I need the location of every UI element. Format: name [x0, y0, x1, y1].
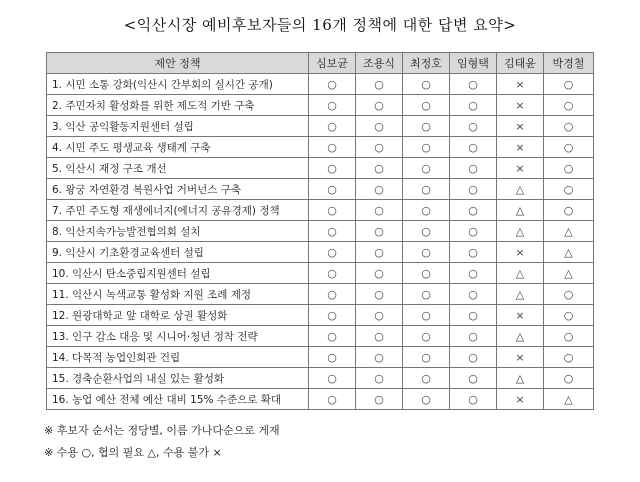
response-mark-cell: ○: [403, 347, 450, 368]
response-mark-cell: ○: [403, 179, 450, 200]
response-mark-cell: ○: [403, 368, 450, 389]
response-mark-cell: ○: [450, 95, 497, 116]
policy-cell: 1. 시민 소통 강화(익산시 간부회의 실시간 공개): [47, 74, 309, 95]
table-row: [47, 179, 594, 200]
table-row: [47, 95, 594, 116]
policy-cell: 11. 익산시 녹색교통 활성화 지원 조례 제정: [47, 284, 309, 305]
table-row: [47, 347, 594, 368]
policy-cell: 6. 왕궁 자연환경 복원사업 거버넌스 구축: [47, 179, 309, 200]
legend-note: ※ 수용 ○, 협의 필요 △, 수용 불가 ×: [44, 446, 222, 459]
response-mark-cell: ○: [544, 179, 594, 200]
policy-cell: 8. 익산지속가능발전협의회 설치: [47, 221, 309, 242]
response-mark-cell: ○: [544, 74, 594, 95]
response-mark-cell: △: [497, 221, 544, 242]
response-mark-cell: ○: [403, 305, 450, 326]
policy-cell: 13. 인구 감소 대응 및 시니어·청년 정착 전략: [47, 326, 309, 347]
document-title: <익산시장 예비후보자들의 16개 정책에 대한 답변 요약>: [123, 16, 517, 34]
policy-cell: 10. 익산시 탄소중립지원센터 설립: [47, 263, 309, 284]
response-mark-cell: ○: [403, 263, 450, 284]
response-mark-cell: ○: [356, 179, 403, 200]
response-mark-cell: ○: [544, 137, 594, 158]
response-mark-cell: ○: [544, 347, 594, 368]
response-mark-cell: ○: [450, 326, 497, 347]
policy-cell: 2. 주민자치 활성화를 위한 제도적 기반 구축: [47, 95, 309, 116]
response-mark-cell: ○: [403, 326, 450, 347]
response-mark-cell: ○: [403, 158, 450, 179]
response-mark-cell: ○: [450, 179, 497, 200]
response-mark-cell: ×: [497, 347, 544, 368]
response-mark-cell: ○: [356, 368, 403, 389]
table-row: [47, 200, 594, 221]
response-mark-cell: ○: [544, 284, 594, 305]
policy-response-table: [46, 52, 594, 410]
response-mark-cell: ○: [450, 263, 497, 284]
response-mark-cell: △: [497, 326, 544, 347]
response-mark-cell: ×: [497, 116, 544, 137]
response-mark-cell: ○: [450, 116, 497, 137]
response-mark-cell: ○: [309, 389, 356, 410]
policy-cell: 15. 경축순환사업의 내실 있는 활성화: [47, 368, 309, 389]
response-mark-cell: ○: [450, 200, 497, 221]
candidate-header: 임형택: [450, 53, 497, 74]
response-mark-cell: ○: [403, 74, 450, 95]
response-mark-cell: △: [497, 368, 544, 389]
response-mark-cell: ○: [403, 137, 450, 158]
response-mark-cell: ○: [403, 389, 450, 410]
response-mark-cell: ○: [544, 116, 594, 137]
response-mark-cell: ○: [450, 242, 497, 263]
table-row: [47, 74, 594, 95]
candidate-header: 박경철: [544, 53, 594, 74]
response-mark-cell: ○: [450, 74, 497, 95]
response-mark-cell: ○: [309, 368, 356, 389]
response-mark-cell: ○: [309, 305, 356, 326]
table-row: [47, 305, 594, 326]
response-mark-cell: ○: [403, 95, 450, 116]
response-mark-cell: △: [497, 200, 544, 221]
response-mark-cell: ○: [403, 116, 450, 137]
table-row: [47, 158, 594, 179]
response-mark-cell: ○: [450, 158, 497, 179]
policy-cell: 3. 익산 공익활동지원센터 설립: [47, 116, 309, 137]
table-row: [47, 284, 594, 305]
response-mark-cell: ○: [544, 326, 594, 347]
response-mark-cell: ○: [309, 137, 356, 158]
response-mark-cell: ×: [497, 137, 544, 158]
response-mark-cell: ○: [356, 116, 403, 137]
response-mark-cell: ○: [403, 284, 450, 305]
response-mark-cell: ○: [450, 305, 497, 326]
response-mark-cell: ×: [497, 158, 544, 179]
response-mark-cell: ○: [309, 95, 356, 116]
response-mark-cell: ○: [356, 284, 403, 305]
response-mark-cell: ○: [309, 263, 356, 284]
response-mark-cell: ○: [309, 221, 356, 242]
response-mark-cell: ○: [309, 242, 356, 263]
response-mark-cell: ○: [356, 137, 403, 158]
response-mark-cell: ×: [497, 95, 544, 116]
response-mark-cell: ○: [403, 200, 450, 221]
response-mark-cell: ○: [544, 158, 594, 179]
response-mark-cell: ×: [497, 242, 544, 263]
response-mark-cell: ○: [309, 74, 356, 95]
policy-cell: 7. 주민 주도형 재생에너지(에너지 공유경제) 정책: [47, 200, 309, 221]
table-row: [47, 242, 594, 263]
policy-column-header: 제안 정책: [47, 53, 309, 74]
response-mark-cell: ○: [544, 200, 594, 221]
response-mark-cell: ○: [403, 221, 450, 242]
response-mark-cell: ○: [544, 305, 594, 326]
table-row: [47, 116, 594, 137]
response-mark-cell: ○: [309, 284, 356, 305]
response-mark-cell: △: [544, 221, 594, 242]
response-mark-cell: ×: [497, 74, 544, 95]
table-row: [47, 221, 594, 242]
candidate-order-note: ※ 후보자 순서는 정당별, 이름 가나다순으로 게재: [44, 424, 280, 437]
response-mark-cell: △: [497, 284, 544, 305]
table-body: [47, 74, 594, 410]
response-mark-cell: ○: [309, 116, 356, 137]
response-mark-cell: ○: [356, 200, 403, 221]
table-header-row: [47, 53, 594, 74]
table-row: [47, 326, 594, 347]
response-mark-cell: △: [544, 242, 594, 263]
response-mark-cell: ○: [309, 347, 356, 368]
response-mark-cell: ○: [356, 158, 403, 179]
response-mark-cell: △: [544, 389, 594, 410]
candidate-header: 조용식: [356, 53, 403, 74]
response-mark-cell: ○: [309, 179, 356, 200]
candidate-header: 최정호: [403, 53, 450, 74]
response-mark-cell: △: [497, 179, 544, 200]
response-mark-cell: ○: [356, 95, 403, 116]
response-mark-cell: ○: [356, 347, 403, 368]
candidate-header: 김태윤: [497, 53, 544, 74]
response-mark-cell: ○: [450, 389, 497, 410]
response-mark-cell: ○: [356, 389, 403, 410]
response-mark-cell: ×: [497, 305, 544, 326]
table-row: [47, 137, 594, 158]
response-mark-cell: ○: [450, 347, 497, 368]
response-mark-cell: ○: [544, 95, 594, 116]
policy-cell: 4. 시민 주도 평생교육 생태계 구축: [47, 137, 309, 158]
response-mark-cell: ○: [356, 326, 403, 347]
response-mark-cell: ○: [309, 326, 356, 347]
response-mark-cell: ○: [544, 368, 594, 389]
response-mark-cell: ○: [309, 158, 356, 179]
policy-cell: 5. 익산시 재정 구조 개선: [47, 158, 309, 179]
response-mark-cell: △: [497, 263, 544, 284]
response-mark-cell: ○: [309, 200, 356, 221]
candidate-header: 심보균: [309, 53, 356, 74]
response-mark-cell: △: [544, 263, 594, 284]
policy-cell: 9. 익산시 기초환경교육센터 설립: [47, 242, 309, 263]
policy-cell: 12. 원광대학교 앞 대학로 상권 활성화: [47, 305, 309, 326]
response-mark-cell: ○: [450, 137, 497, 158]
table-row: [47, 368, 594, 389]
response-mark-cell: ○: [356, 221, 403, 242]
response-mark-cell: ○: [356, 74, 403, 95]
response-mark-cell: ○: [356, 242, 403, 263]
response-mark-cell: ○: [356, 305, 403, 326]
response-mark-cell: ○: [450, 368, 497, 389]
policy-cell: 14. 다목적 농업인회관 건립: [47, 347, 309, 368]
policy-cell: 16. 농업 예산 전체 예산 대비 15% 수준으로 확대: [47, 389, 309, 410]
table-row: [47, 263, 594, 284]
response-mark-cell: ○: [356, 263, 403, 284]
response-mark-cell: ○: [450, 221, 497, 242]
response-mark-cell: ×: [497, 389, 544, 410]
table-row: [47, 389, 594, 410]
response-mark-cell: ○: [450, 284, 497, 305]
response-mark-cell: ○: [403, 242, 450, 263]
